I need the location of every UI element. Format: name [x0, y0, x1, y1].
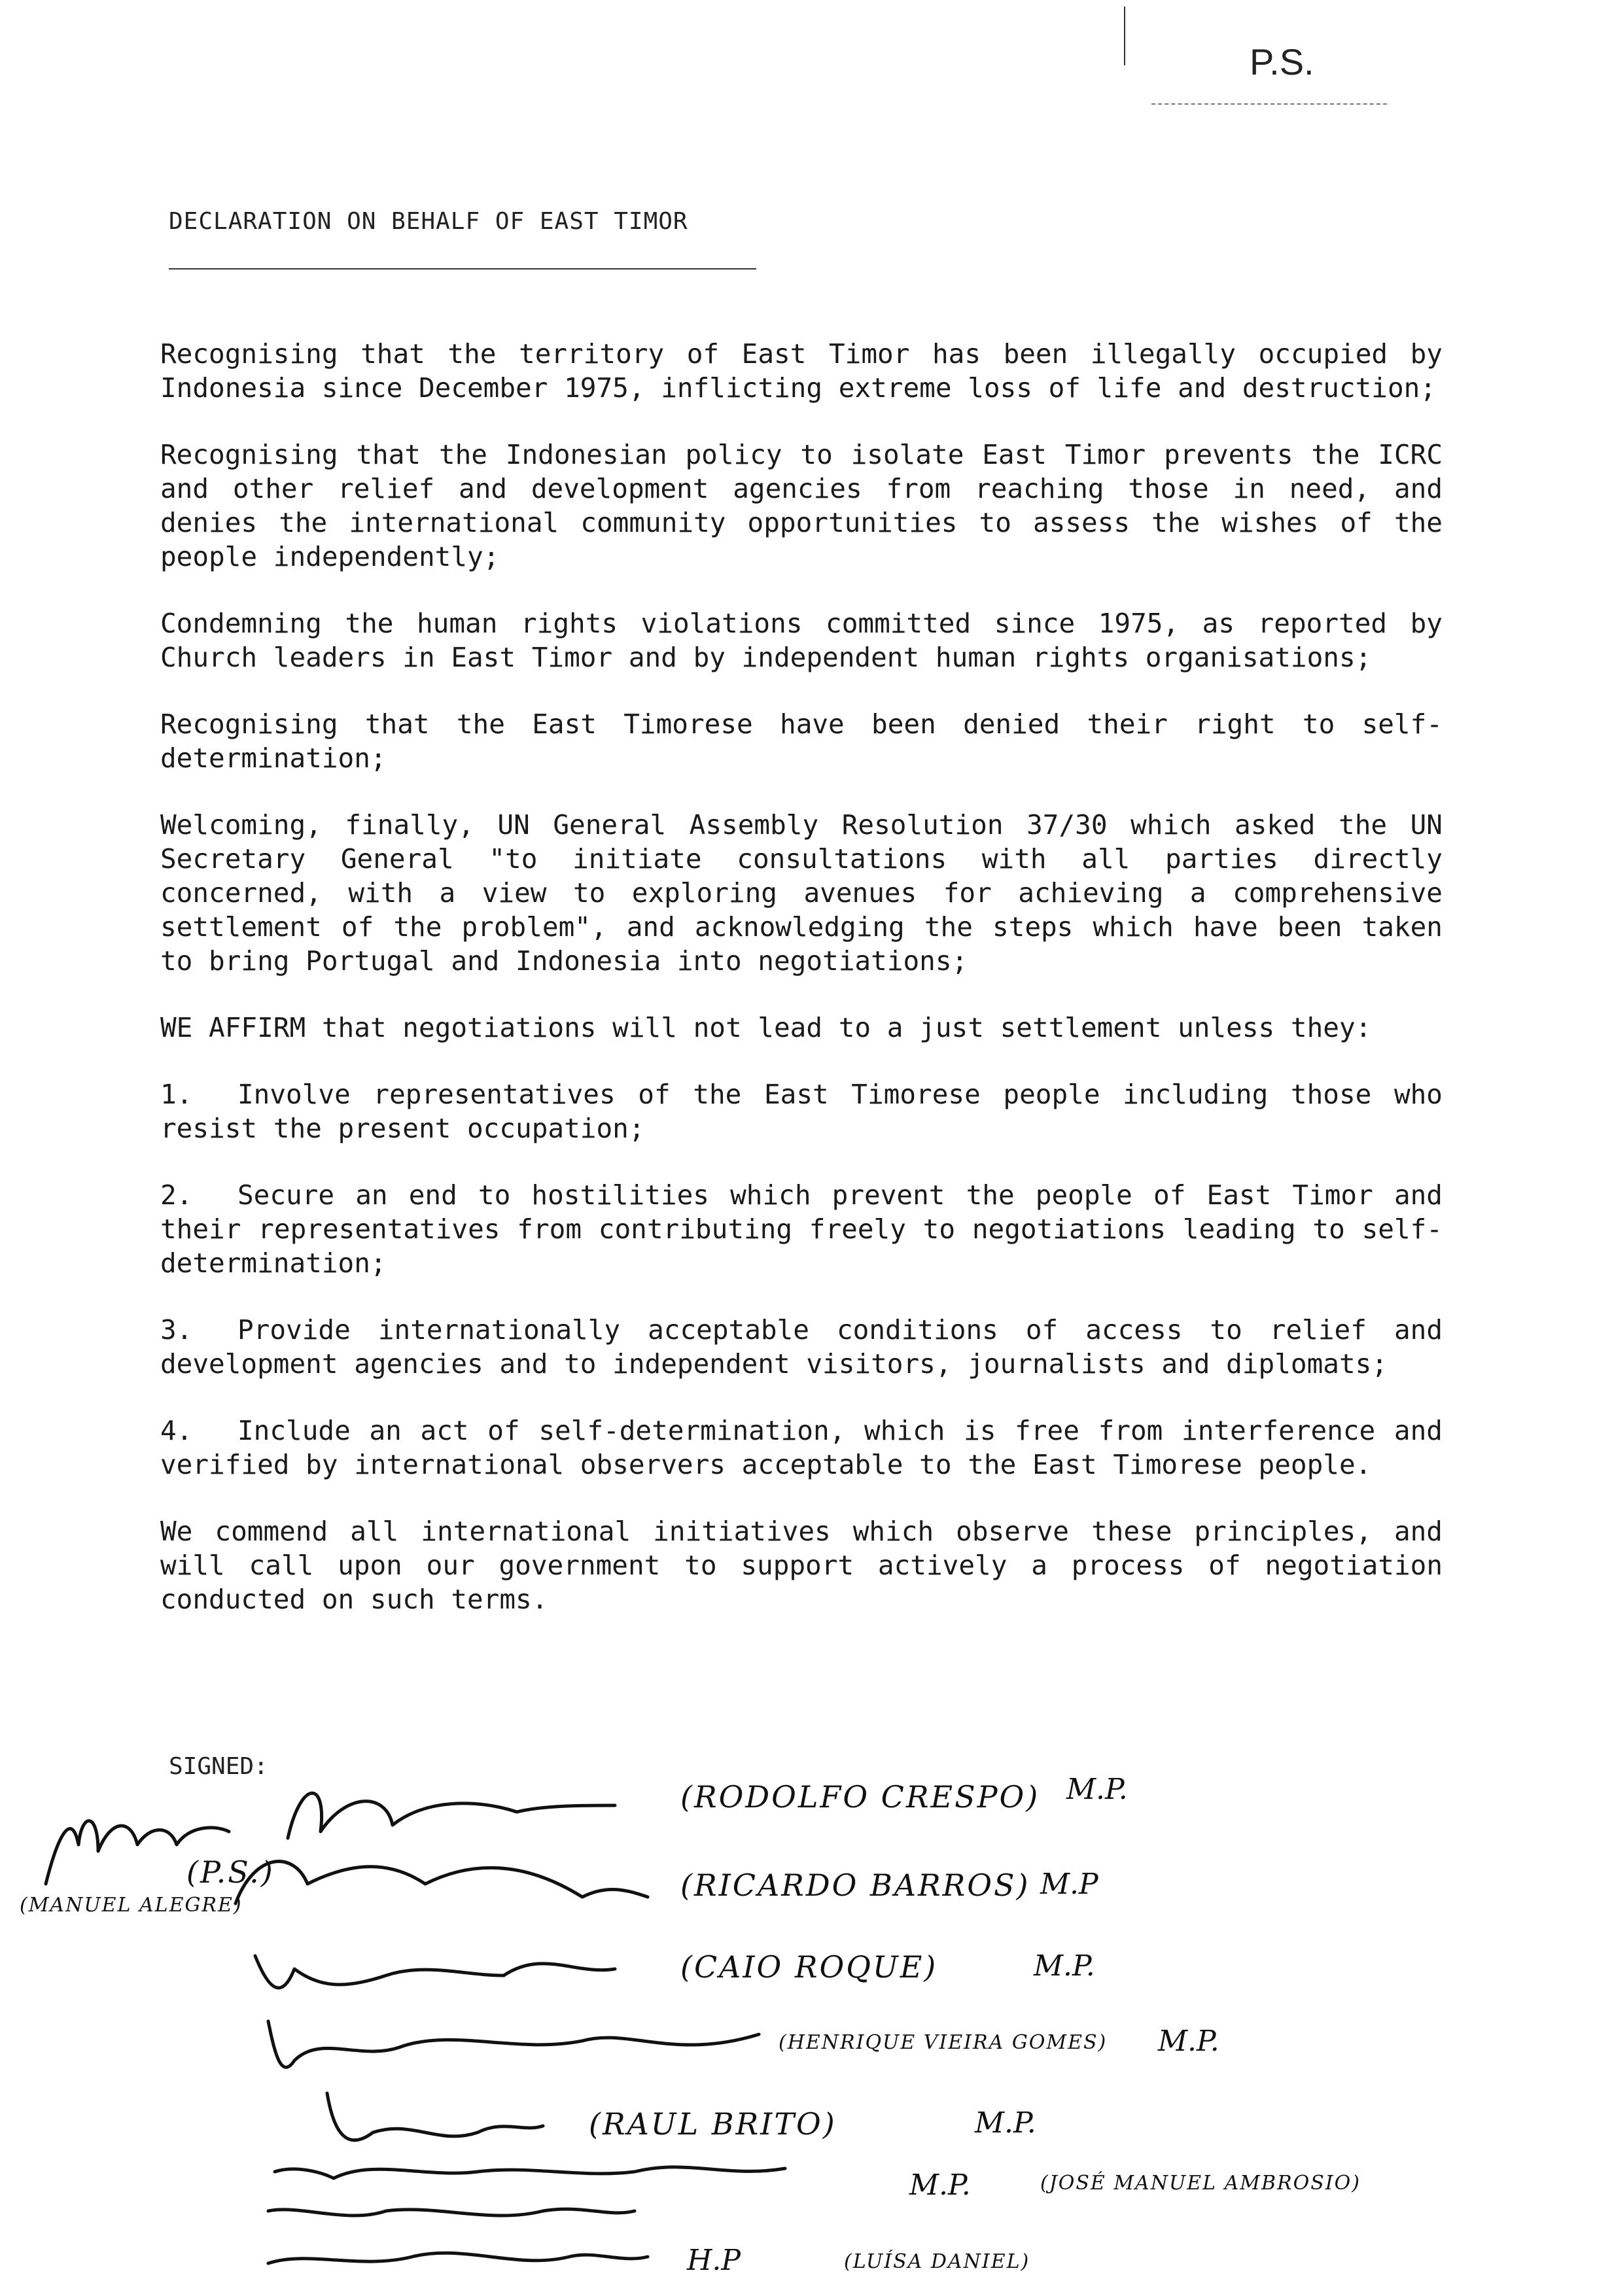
point-text: Involve representatives of the East Timorese people including those who resist the present occupation; [160, 1079, 1443, 1144]
signature-ricardo-barros [236, 1862, 648, 1904]
handwritten-signatures [20, 1753, 1590, 2289]
affirm-statement: WE AFFIRM that negotiations will not lead to a just settlement unless they: [160, 1012, 1372, 1043]
affirm-point [160, 1077, 1443, 1145]
signature-jose-manuel-ambrosio [275, 2167, 785, 2178]
margin-name-manuel-alegre: (MANUEL ALEGRE) [20, 1894, 243, 1917]
declaration-title: DECLARATION ON BEHALF OF EAST TIMOR [169, 208, 688, 235]
declaration-body [160, 337, 1443, 1649]
signatory-title: M.P. [975, 2106, 1036, 2140]
signatory-title: H.P [687, 2244, 741, 2277]
signatory-name: (LUÍSA DANIEL) [844, 2250, 1030, 2273]
signature-henrique-vieira-gomes [268, 2021, 759, 2067]
recital-paragraph: Welcoming, finally, UN General Assembly Resolution 37/30 which asked the UN Secretary General "to initiate consultations with all parties directly concerned, with a view to exploring avenues for achieving a comprehensive settlement of the problem", and acknowledging the steps which have been taken to bring Portugal and Indonesia into negotiations; [160, 809, 1443, 977]
signature-second-line [268, 2209, 635, 2216]
signatory-name: (CAIO ROQUE) [680, 1949, 938, 1985]
signature-luisa-daniel [268, 2253, 648, 2263]
signature-raul-brito [327, 2093, 543, 2140]
point-text: Secure an end to hostilities which prevent the people of East Timor and their representatives from contributing freely to negotiations leading to self-determination; [160, 1179, 1443, 1279]
signatory-title: M.P. [909, 2168, 971, 2202]
scan-dash-line [1151, 103, 1387, 106]
closing-paragraph: We commend all international initiatives which observe these principles, and will call upon our government to support actively a process of negotiation conducted on such terms. [160, 1516, 1443, 1615]
signatory-name: (HENRIQUE VIEIRA GOMES) [779, 2031, 1108, 2054]
affirm-point [160, 1178, 1443, 1280]
recital-paragraph: Recognising that the territory of East Timor has been illegally occupied by Indonesia since December 1975, inflicting extreme loss of life and destruction; [160, 338, 1443, 404]
recital-paragraph: Condemning the human rights violations committed since 1975, as reported by Church leaders in East Timor and by independent human rights organisations; [160, 608, 1443, 673]
signatory-title: M.P. [1158, 2025, 1219, 2058]
title-underline [169, 268, 756, 270]
signatory-title: M.P [1040, 1868, 1098, 1901]
signatory-title: M.P. [1034, 1949, 1095, 1983]
signatures-block [20, 1753, 1590, 2289]
signed-label: SIGNED: [169, 1753, 268, 1780]
scan-margin-mark [1124, 7, 1125, 65]
point-number: 2. [160, 1179, 193, 1211]
signatory-title: M.P. [1066, 1773, 1128, 1806]
point-number: 4. [160, 1415, 193, 1446]
affirm-point [160, 1313, 1443, 1381]
point-text: Include an act of self-determination, which is free from interference and verified by international observers acceptable to the East Timorese people. [160, 1415, 1443, 1480]
signatory-name: (RICARDO BARROS) [680, 1868, 1030, 1903]
margin-party-ps: (P.S.) [186, 1854, 275, 1890]
signature-caio-roque [255, 1956, 615, 1988]
signature-rodolfo-crespo [288, 1793, 615, 1838]
affirm-point [160, 1414, 1443, 1482]
point-number: 3. [160, 1314, 193, 1346]
recital-paragraph: Recognising that the Indonesian policy to isolate East Timor prevents the ICRC and other relief and development agencies from reaching those in need, and denies the international community opportunities to assess the wishes of the people independently; [160, 439, 1443, 572]
recital-paragraph: Recognising that the East Timorese have been denied their right to self-determination; [160, 708, 1443, 774]
signatory-name: (RODOLFO CRESPO) [680, 1779, 1040, 1815]
signatory-name: (RAUL BRITO) [589, 2106, 837, 2142]
point-text: Provide internationally acceptable conditions of access to relief and development agencies and to independent visitors, journalists and diplomats; [160, 1314, 1443, 1380]
point-number: 1. [160, 1079, 193, 1110]
signatory-name: (JOSÉ MANUEL AMBROSIO) [1040, 2172, 1361, 2195]
ps-annotation: P.S. [1250, 41, 1314, 82]
